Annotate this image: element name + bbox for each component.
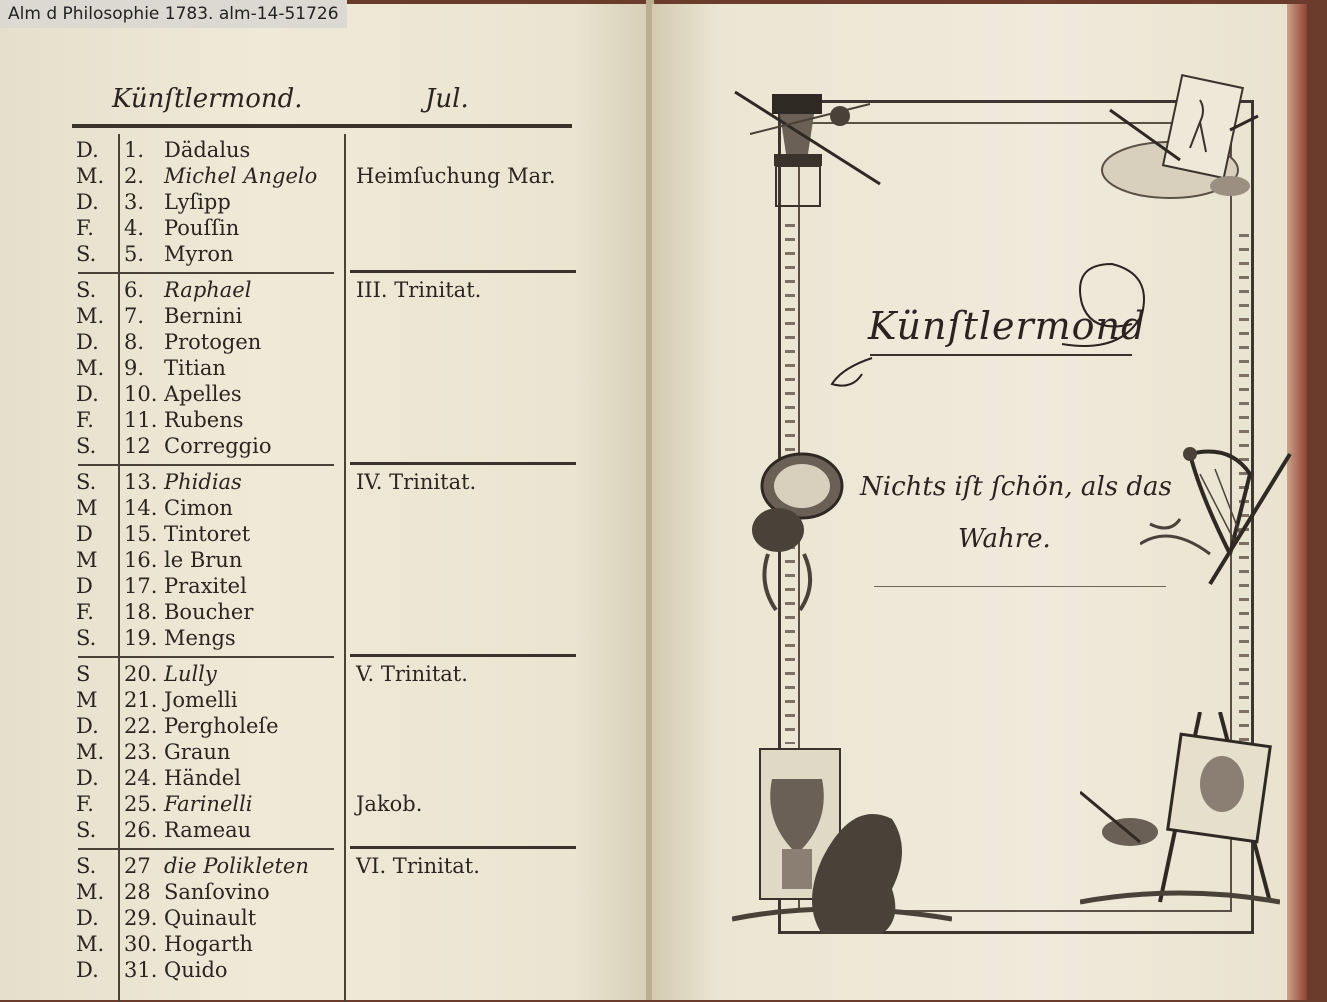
day-number: 2. — [124, 164, 145, 188]
artist-name: Sanſovino — [164, 880, 270, 904]
artist-name: Tintoret — [164, 522, 251, 546]
artist-name: Hogarth — [164, 932, 253, 956]
calendar-row — [72, 548, 572, 574]
day-number: 26. — [124, 818, 158, 842]
feast-day: V. Trinitat. — [356, 662, 468, 686]
calendar-row — [72, 216, 572, 242]
calendar-row — [72, 382, 572, 408]
artist-name: Michel Angelo — [164, 164, 318, 188]
weekday-letter: M — [76, 496, 98, 520]
calendar-row — [72, 662, 572, 688]
weekday-letter: F. — [76, 408, 94, 432]
weekday-letter: M. — [76, 740, 105, 764]
day-number: 28 — [124, 880, 151, 904]
feast-divider — [350, 846, 576, 849]
column-capital-illustration — [730, 74, 890, 224]
day-number: 5. — [124, 242, 145, 266]
artist-name: Rubens — [164, 408, 244, 432]
day-number: 18. — [124, 600, 158, 624]
day-number: 25. — [124, 792, 158, 816]
artist-name: Praxitel — [164, 574, 247, 598]
calendar-row — [72, 626, 572, 652]
portrait-medallion-illustration — [744, 444, 854, 614]
day-number: 22. — [124, 714, 158, 738]
day-number: 24. — [124, 766, 158, 790]
artist-name: Pouſſin — [164, 216, 240, 240]
weekday-letter: M. — [76, 304, 105, 328]
day-number: 8. — [124, 330, 145, 354]
weekday-letter: S. — [76, 470, 97, 494]
calendar-row — [72, 470, 572, 496]
weekday-letter: M. — [76, 932, 105, 956]
weekday-letter: M — [76, 688, 98, 712]
feast-day: Heimſuchung Mar. — [356, 164, 556, 188]
day-number: 4. — [124, 216, 145, 240]
calendar-row — [72, 356, 572, 382]
header-rule — [72, 124, 572, 128]
weekday-letter: S. — [76, 854, 97, 878]
week-divider — [78, 656, 334, 658]
artist-name: Rameau — [164, 818, 252, 842]
calendar-row — [72, 190, 572, 216]
day-number: 7. — [124, 304, 145, 328]
easel-with-portrait-illustration — [1080, 712, 1280, 912]
day-number: 12 — [124, 434, 151, 458]
right-page — [652, 4, 1307, 1000]
artist-name: Protogen — [164, 330, 262, 354]
artist-name: Dädalus — [164, 138, 251, 162]
day-number: 14. — [124, 496, 158, 520]
weekday-letter: D. — [76, 958, 99, 982]
artist-name: Lully — [164, 662, 217, 686]
day-number: 29. — [124, 906, 158, 930]
calendar-row — [72, 600, 572, 626]
calendar-row — [72, 792, 572, 818]
feast-day: III. Trinitat. — [356, 278, 482, 302]
artist-name: Raphael — [164, 278, 252, 302]
artist-name: Mengs — [164, 626, 236, 650]
calendar-row — [72, 330, 572, 356]
day-number: 20. — [124, 662, 158, 686]
week-divider — [78, 272, 334, 274]
month-header: Künſtlermond. — [112, 84, 303, 114]
artist-name: le Brun — [164, 548, 243, 572]
feast-divider — [350, 654, 576, 657]
day-number: 27 — [124, 854, 151, 878]
weekday-letter: M. — [76, 164, 105, 188]
drawing-on-cloud-illustration — [1100, 70, 1260, 210]
day-number: 6. — [124, 278, 145, 302]
artist-name: Händel — [164, 766, 241, 790]
calendar-row — [72, 522, 572, 548]
artist-name: Farinelli — [164, 792, 253, 816]
artist-name: Lyſipp — [164, 190, 231, 214]
vase-and-torso-illustration — [732, 739, 952, 939]
day-number: 16. — [124, 548, 158, 572]
calendar-row — [72, 854, 572, 880]
weekday-letter: S. — [76, 818, 97, 842]
weekday-letter: F. — [76, 600, 94, 624]
weekday-letter: S. — [76, 242, 97, 266]
weekday-letter: D. — [76, 906, 99, 930]
weekday-letter: S. — [76, 278, 97, 302]
calendar-row — [72, 818, 572, 844]
weekday-letter: D — [76, 522, 93, 546]
day-number: 21. — [124, 688, 158, 712]
feast-day: VI. Trinitat. — [356, 854, 480, 878]
artist-name: Apelles — [164, 382, 242, 406]
motto-rule — [874, 586, 1166, 587]
weekday-letter: D — [76, 574, 93, 598]
feast-day: IV. Trinitat. — [356, 470, 477, 494]
calendar-row — [72, 164, 572, 190]
day-number: 1. — [124, 138, 145, 162]
calendar-row — [72, 574, 572, 600]
weekday-letter: D. — [76, 138, 99, 162]
weekday-letter: D. — [76, 190, 99, 214]
artist-name: Bernini — [164, 304, 243, 328]
day-number: 17. — [124, 574, 158, 598]
weekday-letter: S. — [76, 626, 97, 650]
calendar-row — [72, 278, 572, 304]
feast-day: Jakob. — [356, 792, 423, 816]
calendar-row — [72, 880, 572, 906]
weekday-letter: F. — [76, 216, 94, 240]
artist-name: Quinault — [164, 906, 257, 930]
calendar-row — [72, 688, 572, 714]
lyre-illustration — [1140, 434, 1310, 604]
weekday-letter: D. — [76, 714, 99, 738]
feast-divider — [350, 462, 576, 465]
calendar-row — [72, 932, 572, 958]
calendar-row — [72, 242, 572, 268]
calendar-row — [72, 496, 572, 522]
image-caption: Alm d Philosophie 1783. alm-14-51726 — [0, 0, 347, 28]
artist-name: Phidias — [164, 470, 242, 494]
motto-line-1: Nichts iſt ſchön, als das — [860, 472, 1172, 502]
page-title: Künſtlermond — [868, 304, 1147, 348]
artist-name: Graun — [164, 740, 231, 764]
calendar-row — [72, 138, 572, 164]
day-number: 23. — [124, 740, 158, 764]
day-number: 31. — [124, 958, 158, 982]
weekday-letter: S — [76, 662, 91, 686]
calendar-row — [72, 714, 572, 740]
artist-name: Myron — [164, 242, 234, 266]
day-number: 10. — [124, 382, 158, 406]
calendar-row — [72, 434, 572, 460]
title-swash — [822, 354, 882, 394]
day-number: 15. — [124, 522, 158, 546]
weekday-letter: S. — [76, 434, 97, 458]
motto-line-2: Wahre. — [958, 524, 1051, 554]
day-number: 19. — [124, 626, 158, 650]
artist-name: Jomelli — [164, 688, 238, 712]
artist-name: die Polikleten — [164, 854, 309, 878]
weekday-letter: M. — [76, 880, 105, 904]
weekday-letter: M — [76, 548, 98, 572]
day-number: 9. — [124, 356, 145, 380]
left-page — [0, 4, 650, 1000]
title-underline — [870, 354, 1132, 356]
weekday-letter: D. — [76, 766, 99, 790]
day-number: 30. — [124, 932, 158, 956]
weekday-letter: M. — [76, 356, 105, 380]
day-number: 3. — [124, 190, 145, 214]
weekday-letter: D. — [76, 382, 99, 406]
artist-name: Boucher — [164, 600, 254, 624]
artist-name: Pergholeſe — [164, 714, 279, 738]
artist-name: Cimon — [164, 496, 233, 520]
calendar-row — [72, 408, 572, 434]
feast-divider — [350, 270, 576, 273]
artist-name: Titian — [164, 356, 226, 380]
calendar-row — [72, 906, 572, 932]
month-abbrev: Jul. — [425, 84, 469, 114]
day-number: 13. — [124, 470, 158, 494]
calendar-row — [72, 304, 572, 330]
weekday-letter: D. — [76, 330, 99, 354]
week-divider — [78, 848, 334, 850]
weekday-letter: F. — [76, 792, 94, 816]
calendar-row — [72, 766, 572, 792]
artist-name: Correggio — [164, 434, 272, 458]
day-number: 11. — [124, 408, 158, 432]
calendar-row — [72, 958, 572, 984]
week-divider — [78, 464, 334, 466]
artist-name: Quido — [164, 958, 228, 982]
calendar-row — [72, 740, 572, 766]
